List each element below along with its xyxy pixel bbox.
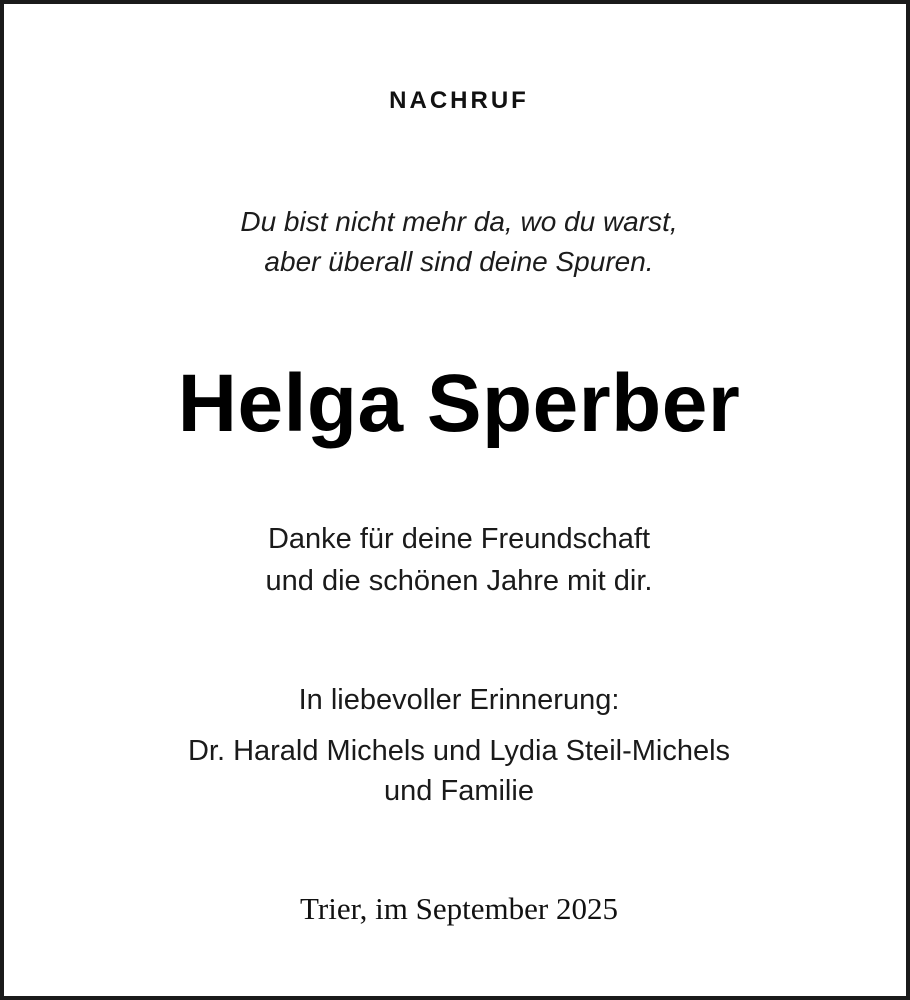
place-date: Trier, im September 2025 [300, 891, 618, 926]
thanks-line-2: und die schönen Jahre mit dir. [265, 565, 653, 597]
memory-intro: In liebevoller Erinnerung: [298, 684, 620, 716]
deceased-name: Helga Sperber [177, 358, 741, 449]
thanks-line-1: Danke für deine Freundschaft [267, 523, 651, 555]
senders-line-1: Dr. Harald Michels und Lydia Steil-Michels [187, 735, 731, 767]
quote-line-1: Du bist nicht mehr da, wo du warst, [240, 206, 678, 237]
senders-line-2: und Familie [384, 775, 534, 807]
obituary-heading: NACHRUF [389, 87, 529, 114]
quote-line-2: aber überall sind deine Spuren. [264, 246, 654, 277]
